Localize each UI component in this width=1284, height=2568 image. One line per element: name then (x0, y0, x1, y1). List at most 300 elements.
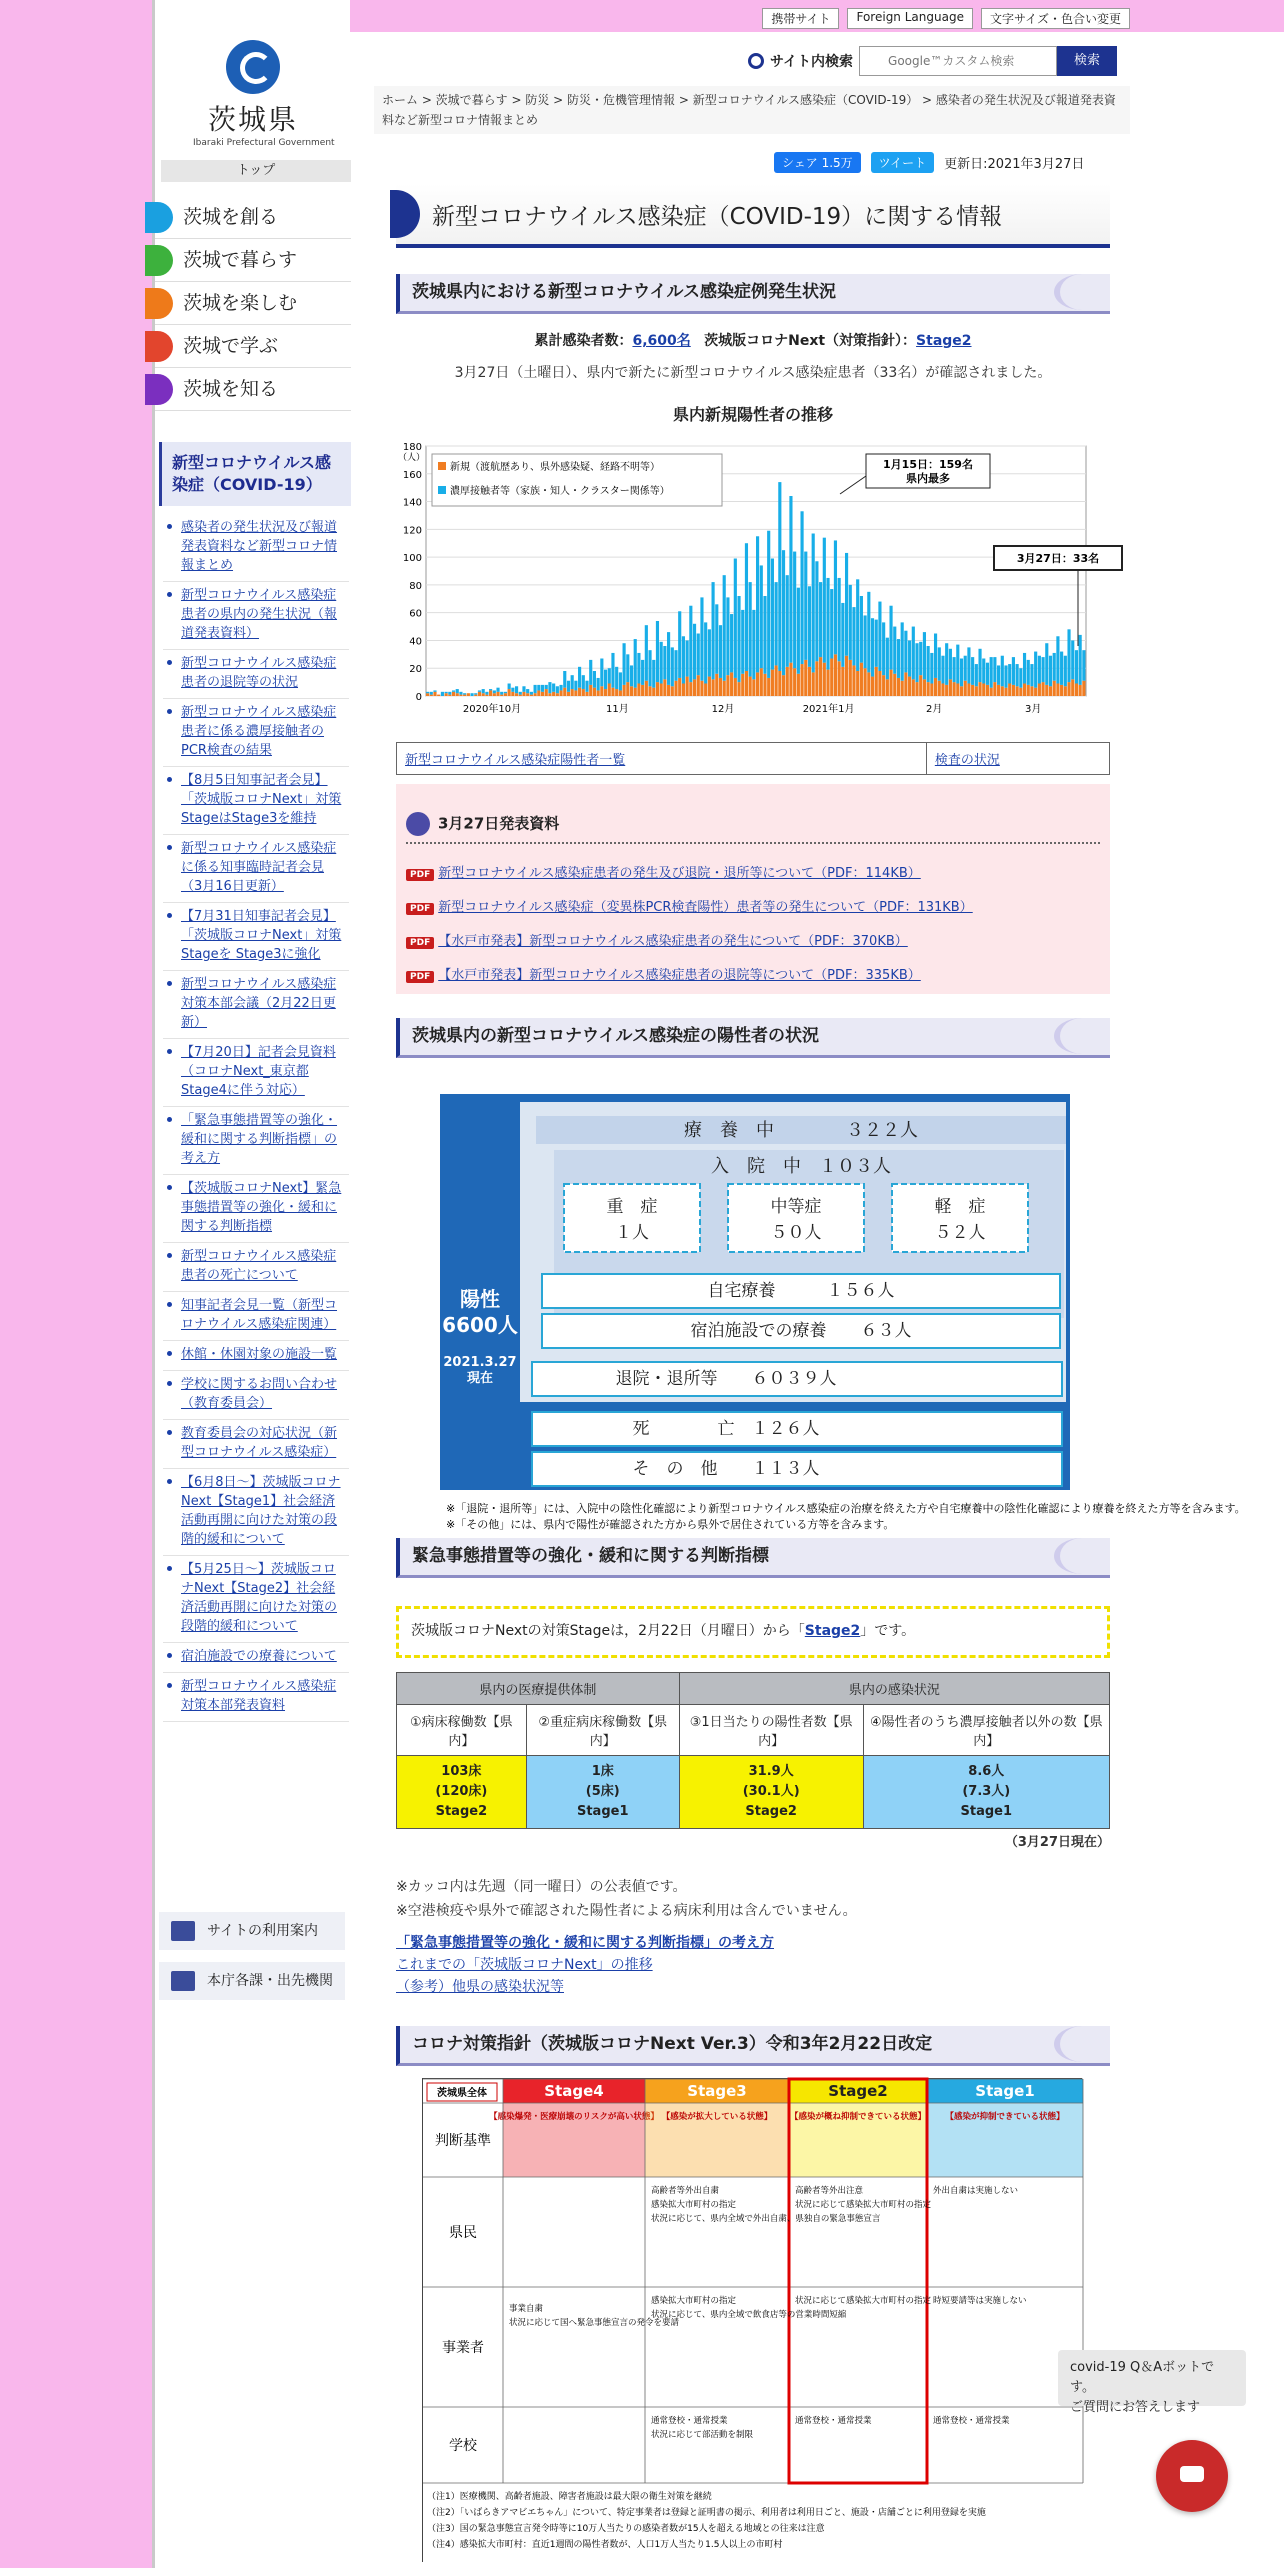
sidebar-subitem (163, 1556, 349, 1643)
chart-bar (878, 671, 881, 696)
chart-bar (804, 660, 807, 696)
sidebar-menu-label: 茨城を楽しむ (183, 292, 298, 314)
chart-bar (519, 695, 522, 696)
sidebar-subitem-link[interactable]: 新型コロナウイルス感染症患者に係る濃厚接触者のPCR検査の結果 (181, 705, 337, 758)
sidebar-subitem-link[interactable]: 宿泊施設での療養について (181, 1649, 337, 1664)
chart-bar (630, 686, 633, 696)
site-logo[interactable] (193, 40, 335, 148)
chart-bar (608, 668, 611, 683)
positive-status-diagram (396, 1076, 1246, 1536)
chart-bar (552, 692, 555, 696)
chart-bar (1023, 653, 1026, 684)
pdf-link[interactable]: 新型コロナウイルス感染症患者の発生及び退院・退所等について（PDF：114KB） (438, 866, 921, 881)
chart-bar (953, 682, 956, 696)
chart-bar (641, 685, 644, 696)
chart-bar (700, 597, 703, 680)
chart-bar (826, 670, 829, 696)
indicator-column-header: ④陽性者のうち濃厚接触者以外の数【県内】 (863, 1705, 1109, 1756)
chart-bar (433, 692, 436, 696)
pdf-link[interactable]: 【水戸市発表】新型コロナウイルス感染症患者の退院等について（PDF：335KB） (438, 968, 921, 983)
sidebar-subitem (163, 1175, 349, 1243)
section-heading-positive-status-text: 茨城県内の新型コロナウイルス感染症の陽性者の状況 (412, 1026, 819, 1046)
chart-bar (545, 685, 548, 689)
chart-bar (964, 656, 967, 681)
chart-bar (889, 670, 892, 696)
chart-bar (960, 686, 963, 696)
chart-bar (589, 685, 592, 696)
font-size-color-link[interactable]: 文字サイズ・色合い変更 (981, 8, 1130, 29)
chart-bar (812, 534, 815, 673)
chart-bar (956, 684, 959, 697)
sidebar-menu-item[interactable] (155, 239, 351, 282)
chart-bar (433, 690, 436, 691)
chart-bar (793, 552, 796, 669)
chart-bar (949, 649, 952, 680)
chart-ytick-label: 20 (409, 664, 422, 676)
indicator-concept-link[interactable]: 「緊急事態措置等の強化・緩和に関する判断指標」の考え方 (396, 1935, 774, 1951)
chart-bar (611, 653, 614, 688)
sidebar-subitem-link[interactable]: 知事記者会見一覧（新型コロナウイルス感染症関連） (181, 1298, 338, 1332)
chart-bar (1082, 650, 1085, 681)
chart-bar (1027, 660, 1030, 685)
note-1: ※カッコ内は先週（同一曜日）の公表値です。 (396, 1879, 687, 1895)
chart-bar (982, 659, 985, 684)
chart-bar (615, 667, 618, 689)
chart-bar (489, 690, 492, 696)
search-button[interactable]: 検索 (1057, 46, 1117, 76)
chart-bar (786, 667, 789, 696)
chart-bar (619, 690, 622, 696)
chart-bar (530, 692, 533, 695)
status-text: ５０人 (770, 1223, 822, 1243)
chart-bar (878, 602, 881, 671)
chart-bar (704, 684, 707, 697)
chart-svg (396, 426, 1110, 736)
table-asof: （3月27日現在） (1004, 1835, 1110, 1850)
chart-bar (559, 685, 562, 691)
chart-ytick-label: 80 (409, 580, 422, 592)
chart-bar (700, 681, 703, 696)
chart-bar (1056, 684, 1059, 697)
chart-bar (1067, 629, 1070, 682)
chart-bar (775, 582, 778, 665)
chart-bar (908, 640, 911, 676)
chart-bar (619, 672, 622, 690)
site-search (748, 46, 1117, 76)
chart-bar (663, 646, 666, 679)
chart-bar (1008, 684, 1011, 697)
chatbot-bubble[interactable]: covid-19 Q＆Aボットです。 ご質問にお答えします (1058, 2350, 1246, 2406)
chart-bar (737, 596, 740, 682)
status-text: ５２人 (934, 1223, 986, 1243)
chart-bar (956, 645, 959, 684)
sidebar-menu-item[interactable] (155, 196, 351, 239)
chart-bar (938, 681, 941, 696)
stage-cell-text: 状況に応じて国へ緊急事態宣言の発令を要請 (509, 2318, 680, 2328)
chart-bar (941, 656, 944, 684)
sidebar-subitem (163, 1243, 349, 1292)
chart-bar (789, 663, 792, 696)
sidebar-subitem-link[interactable]: 感染者の発生状況及び報道発表資料など新型コロナ情報まとめ (181, 520, 338, 573)
chart-bar (489, 689, 492, 690)
sidebar-subitem-link[interactable]: 新型コロナウイルス感染症患者の死亡について (181, 1249, 337, 1283)
sidebar-subitem-link[interactable]: 新型コロナウイルス感染症対策本部会議（2月22日更新） (181, 977, 337, 1030)
chart-xtick-label: 2020年10月 (462, 704, 522, 715)
search-input[interactable] (859, 46, 1057, 76)
chart-bar (1045, 643, 1048, 685)
callout-max-text: 1月15日：159名 (883, 458, 973, 471)
top-link[interactable]: トップ (161, 160, 351, 182)
stage-cell-text: 外出自粛は実施しない (933, 2186, 1019, 2196)
sidebar-subitem (163, 1371, 349, 1420)
indicator-value: Stage1 (960, 1804, 1013, 1819)
chart-bar (1042, 682, 1045, 696)
chart-bar (697, 675, 700, 696)
chart-bar (456, 693, 459, 696)
sidebar-menu-item[interactable] (155, 282, 351, 325)
chart-bar (582, 675, 585, 689)
sidebar-subitem (163, 1469, 349, 1556)
chart-bar (467, 693, 470, 696)
sidebar-subitem (163, 582, 349, 650)
facebook-share-button[interactable]: シェア 1.5万 (774, 152, 861, 173)
breadcrumb[interactable]: ホーム > 茨城で暮らす > 防災 > 防災・危機管理情報 > 新型コロナウイルス感染症（COVID-19） > 感染者の発生状況及び報道発表資料など新型コロナ情報まとめ (374, 86, 1130, 134)
sidebar-subitem-link[interactable]: 新型コロナウイルス感染症対策本部発表資料 (181, 1679, 337, 1713)
chart-bar (522, 686, 525, 692)
chart-bar (571, 689, 574, 696)
sidebar-subitem (163, 1643, 349, 1673)
chart-bar (563, 688, 566, 696)
chart-ytick-label: 160 (402, 469, 422, 481)
chart-bar (611, 688, 614, 696)
indicator-value: (5床) (585, 1784, 620, 1799)
stage2-link[interactable]: Stage2 (804, 1623, 861, 1639)
chart-bar (915, 682, 918, 696)
chart-bar (704, 622, 707, 683)
indicator-value-cell (863, 1756, 1109, 1829)
chart-bar (997, 665, 1000, 684)
chart-bar (682, 684, 685, 697)
chart-bar (971, 657, 974, 685)
stage-corner-label: 茨城県全体 (437, 2088, 487, 2099)
chart-bar (593, 688, 596, 696)
chart-bar (708, 629, 711, 676)
chart-bar (726, 675, 729, 696)
chart-bar (1038, 684, 1041, 697)
chart-bar (426, 693, 429, 696)
section-heading-positive-status (396, 1018, 1110, 1058)
foreign-language-link[interactable]: Foreign Language (847, 8, 972, 29)
pdf-item (406, 862, 921, 881)
stage-cell-text: 事業自粛 (509, 2304, 544, 2314)
sidebar-subitem-link[interactable]: 新型コロナウイルス感染症患者の県内の発生状況（報道発表資料） (181, 588, 338, 641)
medical-group-header: 県内の医療提供体制 (397, 1673, 680, 1705)
chart-bar (823, 538, 826, 663)
ibaraki-logo-icon (226, 40, 280, 94)
stage-cell-text: 状況に応じて感染拡大市町村の指定 (795, 2296, 932, 2306)
stage-footnote: （注3）国の緊急事態宣言発令時等に10万人当たりの感染者数が15人を超える地域との往来は注意 (427, 2524, 825, 2534)
sidebar-menu-item[interactable] (155, 368, 351, 411)
sidebar-subitem-link[interactable]: 【8月5日知事記者会見】「茨城版コロナNext」対策StageはStage3を維持 (181, 773, 342, 826)
status-text: 自宅療養 １５６人 (707, 1281, 895, 1301)
sidebar-subitem-link[interactable]: 【茨城版コロナNext】緊急事態措置等の強化・緩和に関する判断指標 (181, 1181, 342, 1234)
sidebar-menu-label: 茨城を創る (183, 206, 279, 228)
chart-bar (604, 689, 607, 696)
chart-bar (515, 693, 518, 696)
stage-cell-text: 状況に応じて、県内全域で飲食店等の営業時間短縮 (651, 2310, 847, 2320)
search-label: サイト内検索 (770, 54, 854, 70)
chart-bar (689, 606, 692, 682)
status-text: 軽 症 (934, 1197, 986, 1217)
stage-name: Stage3 (687, 2082, 747, 2100)
sidebar-subitem-link[interactable]: 新型コロナウイルス感染症患者の退院等の状況 (181, 656, 337, 690)
status-text: 6600人 (442, 1313, 518, 1337)
chart-bar (834, 540, 837, 654)
chart-bar (804, 552, 807, 660)
chart-bar (819, 657, 822, 696)
chart-bar (1016, 686, 1019, 696)
sidebar-subitem-link[interactable]: 【7月31日知事記者会見】「茨城版コロナNext」対策Stageを Stage3に強化 (181, 909, 342, 962)
page-title: 新型コロナウイルス感染症（COVID-19）に関する情報 (432, 204, 1003, 230)
chart-bar (978, 682, 981, 696)
chart-bar (1038, 656, 1041, 684)
sidebar-menu-label: 茨城で学ぶ (183, 335, 279, 357)
sidebar-subitem (163, 1039, 349, 1107)
chart-title: 県内新規陽性者の推移 (672, 405, 833, 424)
sidebar-subitem-link[interactable]: 【5月25日～】茨城版コロナNext【Stage2】社会経済活動再開に向けた対策の段階的緩和について (181, 1562, 338, 1634)
chart-bar (526, 693, 529, 696)
pdf-item (406, 964, 921, 983)
chart-bar (559, 690, 562, 696)
chart-bar (993, 657, 996, 682)
chart-bar (452, 690, 455, 691)
header-links (762, 8, 1130, 29)
chart-bar (941, 684, 944, 697)
chart-bar (763, 596, 766, 674)
status-text: 死 亡 １２６人 (632, 1419, 820, 1439)
sidebar-menu-item[interactable] (155, 325, 351, 368)
chart-bar (1056, 636, 1059, 683)
sidebar-subitem-link[interactable]: 【6月8日～】茨城版コロナNext【Stage1】社会経済活動再開に向けた対策の段階的緩和について (181, 1475, 341, 1547)
chart-bar (511, 688, 514, 692)
chart-bar (1075, 684, 1078, 697)
chart-bar (548, 682, 551, 693)
guide-icon (171, 1921, 195, 1941)
chart-bar (760, 565, 763, 668)
chart-bar (1049, 656, 1052, 687)
chart-bar (723, 681, 726, 696)
chart-bar (830, 659, 833, 697)
chart-bar (574, 690, 577, 696)
indicator-value: 1床 (591, 1764, 614, 1779)
departments-link[interactable] (159, 1962, 345, 2000)
chart-bar (648, 686, 651, 696)
chart-bar (589, 660, 592, 685)
search-icon (748, 53, 764, 69)
chart-bar (1001, 656, 1004, 687)
chart-bar (730, 672, 733, 696)
stage-cell-text: 通常登校・通常授業 (933, 2416, 1010, 2426)
stage-link[interactable]: Stage2 (916, 333, 972, 349)
chart-bar (660, 684, 663, 697)
pdf-link[interactable]: 【水戸市発表】新型コロナウイルス感染症患者の発生について（PDF：370KB） (438, 934, 908, 949)
chart-bar (782, 675, 785, 696)
chart-bar (919, 675, 922, 696)
chart-bar (886, 679, 889, 696)
pdf-icon: PDF (406, 903, 434, 915)
chart-bar (1071, 640, 1074, 679)
chart-bar (737, 682, 740, 696)
site-guide-link[interactable] (159, 1912, 345, 1950)
chart-bar (585, 692, 588, 696)
sidebar-subitem (163, 767, 349, 835)
chart-bar (482, 689, 485, 693)
stage-cell-text: 状況に応じて、県内全域で外出自粛、県独自の緊急事態宣言 (651, 2214, 881, 2224)
mobile-site-link[interactable]: 携帯サイト (762, 8, 839, 29)
chart-bar (593, 671, 596, 688)
chart-bar (897, 639, 900, 678)
chart-bar (852, 607, 855, 665)
chart-ytick-label: 180 (402, 442, 422, 453)
chart-ytick-label: 0 (415, 692, 422, 703)
title-icon (390, 190, 420, 238)
sidebar-subitem-link[interactable]: 新型コロナウイルス感染症に係る知事臨時記者会見（3月16日更新） (181, 841, 337, 894)
sidebar-section-title[interactable]: 新型コロナウイルス感染症（COVID-19） (159, 442, 351, 506)
chart-bar (556, 693, 559, 696)
chart-bar (930, 684, 933, 697)
other-prefectures-link[interactable]: （参考）他県の感染状況等 (396, 1979, 564, 1995)
chart-bar (841, 667, 844, 696)
chart-bar (775, 665, 778, 696)
sidebar-subitem-link[interactable]: 休館・休園対象の施設一覧 (181, 1347, 338, 1362)
history-link[interactable]: これまでの「茨城版コロナNext」の推移 (396, 1957, 653, 1973)
chart-bar (749, 582, 752, 676)
pdf-icon: PDF (406, 971, 434, 983)
chart-bar (830, 589, 833, 658)
chart-bar (875, 620, 878, 667)
twitter-share-button[interactable]: ツイート (871, 152, 934, 173)
pdf-item (406, 896, 973, 915)
chart-bar (975, 686, 978, 696)
chatbot-open-button[interactable] (1156, 2440, 1228, 2512)
chart-bar (693, 624, 696, 680)
chart-bar (582, 689, 585, 696)
testing-status-link[interactable]: 検査の状況 (934, 753, 1000, 768)
positive-list-link[interactable]: 新型コロナウイルス感染症陽性者一覧 (405, 753, 626, 768)
chart-bar (537, 690, 540, 696)
pdf-link[interactable]: 新型コロナウイルス感染症（変異株PCR検査陽性）患者等の発生について（PDF：131KB） (438, 900, 973, 915)
chart-bar (867, 592, 870, 673)
chart-bar (800, 511, 803, 664)
indicator-value: Stage2 (435, 1804, 488, 1819)
chart-bar (793, 668, 796, 696)
chart-bar (838, 661, 841, 696)
chart-bar (448, 695, 451, 696)
indicator-value: Stage2 (745, 1804, 797, 1819)
next-label: 茨城版コロナNext（対策指針）： (704, 333, 917, 349)
chart-bar (667, 632, 670, 685)
status-text: 入 院 中 １０３人 (711, 1156, 891, 1177)
chart-bar (626, 654, 629, 682)
chart-bar (548, 693, 551, 696)
indicator-value: (7.3人) (962, 1784, 1011, 1799)
chart-bar (1023, 684, 1026, 697)
chart-bar (849, 660, 852, 696)
chart-bar (637, 684, 640, 697)
sidebar-subitem-link[interactable]: 教育委員会の対応状況（新型コロナウイルス感染症） (181, 1426, 338, 1460)
chart-bar (645, 625, 648, 681)
sidebar-subitem-link[interactable]: 学校に関するお問い合わせ（教育委員会） (181, 1377, 338, 1411)
chart-ytick-label: 40 (409, 636, 422, 648)
sidebar-subitem-link[interactable]: 「緊急事態措置等の強化・緩和に関する判断指標」の考え方 (181, 1113, 338, 1166)
chart-bar (923, 679, 926, 696)
chart-bar (712, 679, 715, 696)
sidebar-subitem-link[interactable]: 【7月20日】記者会見資料（コロナNext_東京都Stage4に伴う対応） (181, 1045, 336, 1098)
indicator-table (396, 1672, 1110, 1829)
indicator-column-header: ②重症病床稼働数【県内】 (526, 1705, 679, 1756)
chart-bar (778, 671, 781, 696)
menu-color-tab-icon (145, 202, 173, 233)
chart-bar (485, 692, 488, 695)
chart-bar (667, 685, 670, 696)
chart-bar (682, 636, 685, 683)
indicator-value: 31.9人 (748, 1764, 794, 1779)
chart-bar (845, 656, 848, 696)
chart-bar (964, 681, 967, 696)
chart-bar (445, 692, 448, 693)
chart-bar (511, 692, 514, 696)
chart-y-unit: （人） (398, 453, 426, 463)
chart-bar (982, 684, 985, 697)
chart-xtick-label: 2月 (926, 704, 943, 715)
chart-bar (708, 677, 711, 696)
sidebar-subitem (163, 650, 349, 699)
chart-bar (641, 660, 644, 685)
chart-bar (452, 692, 455, 696)
chart-bar (689, 682, 692, 696)
chart-bar (864, 668, 867, 696)
chart-bar (563, 671, 566, 688)
chart-bar (1019, 688, 1022, 696)
stage-sub: 【感染爆発・医療崩壊のリスクが高い状態】 (489, 2112, 659, 2122)
chart-bar (597, 690, 600, 696)
chart-bar (537, 685, 540, 691)
left-background (0, 32, 152, 2568)
cumulative-status (396, 330, 1110, 350)
spiral-icon (406, 812, 430, 836)
stage-sub: 【感染が抑制できている状態】 (945, 2112, 1065, 2122)
cumulative-link[interactable]: 6,600名 (632, 333, 691, 349)
chart-bar (656, 682, 659, 696)
chart-bar (1019, 668, 1022, 687)
chart-bar (908, 677, 911, 696)
chart-bar (478, 692, 481, 696)
chart-bar (997, 685, 1000, 696)
indicator-value: 103床 (441, 1764, 482, 1779)
indicator-value: Stage1 (576, 1804, 629, 1819)
chart-ytick-label: 100 (402, 553, 422, 565)
chart-bar (927, 682, 930, 696)
chart-xtick-label: 11月 (606, 704, 629, 715)
chart-bar (1030, 664, 1033, 686)
chart-bar (1079, 685, 1082, 696)
stage-name: Stage1 (975, 2082, 1035, 2100)
chart-bar (752, 679, 755, 696)
chart-bar (485, 695, 488, 696)
section-heading-outbreak-text: 茨城県内における新型コロナウイルス感染症例発生状況 (412, 282, 836, 302)
chart-bar (430, 695, 433, 696)
chart-bar (771, 559, 774, 670)
